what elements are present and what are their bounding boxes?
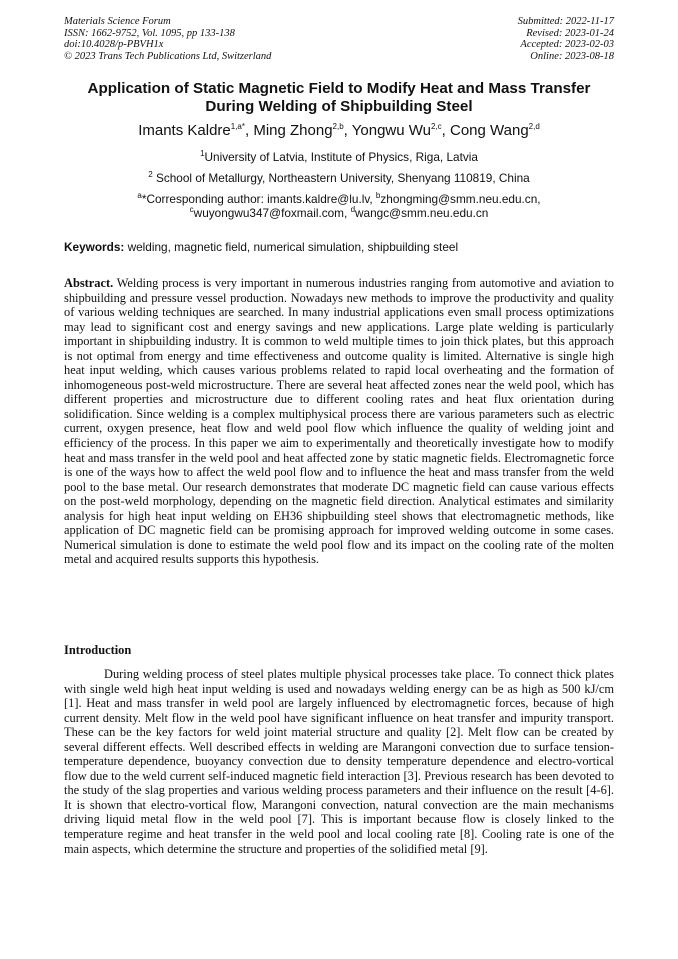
abstract-label: Abstract. bbox=[64, 276, 114, 290]
email-marker: d bbox=[350, 205, 356, 215]
date-online: Online: 2023-08-18 bbox=[530, 50, 614, 62]
journal-name: Materials Science Forum bbox=[64, 16, 171, 27]
abstract bbox=[64, 276, 614, 567]
paper-title: Application of Static Magnetic Field to Modify Heat and Mass Transfer During Welding of Shipbuilding Steel bbox=[87, 80, 591, 115]
affiliation-marker: 1 bbox=[200, 149, 205, 159]
author-list: Imants Kaldre$^{1,a*}$, Ming Zhong$^{2,b}$, Yongwu Wu$^{2,c}$, Cong Wang$^{2,d}$ bbox=[138, 122, 540, 139]
introduction-paragraph: During welding process of steel plates multiple physical processes take place. To connect thick plates with single weld high heat input welding is used and nowadays welding energy can be as high as 500 kJ/cm [1]. Heat and mass transfer in weld pool are largely influenced by electromagnetic forces, because of high current density. Melt flow in the weld pool have significant influence on heat transfer and impurity transport. These can be the key factors for weld joint material structure and quality [2]. Melt flow can be created by several different effects. Well described effects in welding are Marangoni convection due to surface tension-temperature dependence, buoyancy convection due to density temperature dependence and electro-vortical flow due to the weld current self-induced magnetic field interaction [3]. Previous research has been devoted to the study of the slag properties and various welding process parameters and their influence on the result [4-6]. It is shown that electro-vortical flow, Marangoni convection, natural convection are the main mechanisms driving liquid metal flow in the weld pool [7]. This is important because flow is closely linked to the temperature regime and heat transfer in the weld pool and local cooling rate [8]. Cooling rate is one of the main aspects, which determine the structure and properties of the solidified metal [9]. bbox=[64, 667, 614, 856]
author-affiliation-marker: 2,c bbox=[430, 122, 442, 131]
journal-doi: doi:10.4028/p-PBVH1x bbox=[64, 39, 164, 51]
corresponding-text: *Corresponding author: imants.kaldre@lu.lv, bbox=[141, 192, 376, 206]
abstract-text: Welding process is very important in numerous industries ranging from automotive and aviation to shipbuilding and pressure vessel production. Nowadays new methods to improve the productivity and quality of various welding techniques are searched. In many industrial applications even small process optimizations may lead to significant cost and energy savings and new applications. Large plate welding is particularly important in shipbuilding industry. It is common to weld multiple times to join thick plates, but this approach is not optimal from energy and time effectiveness and outcome quality is limited. Alternative is single high heat input welding, which causes various problems related to rapid local overheating and the formation of inhomogeneous post-weld microstructure. There are several heat affected zones near the weld pool, which has different properties and microstructure due to different cooling rates and heat flux orientation during solidification. Since welding is a complex multiphysical process there are various parameters such as electric current, oxygen presence, heat flow and weld pool flow which influence the quality of welding joint and efficiency of the process. In this paper we aim to experimentally and theoretically investigate how to modify heat and mass transfer in the weld pool and heat affected zone by static magnetic fields. Electromagnetic force is one of the ways how to affect the weld pool flow and to influence the heat and mass transfer from the weld pool to the base metal. Our research demonstrates that moderate DC magnetic field can cause various effects on the post-weld morphology, depending on the magnetic field direction. Analytical estimates and similarity analysis for high heat input welding on EH36 shipbuilding steel shows that electromagnetic methods, like application of DC magnetic field can be promising approach for improved welding outcome in some cases. Numerical simulation is done to estimate the weld pool flow and its impact on the cooling rate of the molten metal and acquired results supports this hypothesis. bbox=[64, 276, 614, 567]
keywords bbox=[64, 240, 614, 254]
email-marker: a bbox=[137, 191, 142, 201]
keywords-label: Keywords: bbox=[64, 240, 125, 254]
affiliation-2 bbox=[64, 171, 614, 185]
date-revised: Revised: 2023-01-24 bbox=[526, 27, 614, 39]
date-accepted: Accepted: 2023-02-03 bbox=[520, 39, 614, 51]
corresponding-author bbox=[64, 192, 614, 220]
author-affiliation-marker: 2,b bbox=[332, 122, 344, 131]
email-link[interactable]: wangc@smm.neu.edu.cn bbox=[355, 206, 489, 220]
corresponding-line-1 bbox=[64, 192, 614, 206]
email-link[interactable]: zhongming@smm.neu.edu.cn, bbox=[380, 192, 541, 206]
keywords-text: welding, magnetic field, numerical simulation, shipbuilding steel bbox=[124, 240, 459, 254]
journal-issn: ISSN: 1662-9752, Vol. 1095, pp 133-138 bbox=[64, 27, 235, 39]
author-name: Ming Zhong bbox=[253, 122, 333, 139]
email-marker: c bbox=[189, 205, 194, 215]
journal-copyright: © 2023 Trans Tech Publications Ltd, Switzerland bbox=[64, 50, 272, 62]
author-name: Imants Kaldre bbox=[138, 122, 231, 139]
section-heading-introduction: Introduction bbox=[64, 643, 132, 657]
affiliation-marker: 2 bbox=[148, 170, 153, 180]
affiliation-text: School of Metallurgy, Northeastern University, Shenyang 110819, China bbox=[152, 171, 530, 185]
affiliation-1 bbox=[64, 150, 614, 164]
email-link[interactable]: wuyongwu347@foxmail.com, bbox=[193, 206, 351, 220]
journal-info bbox=[64, 16, 271, 62]
author-affiliation-marker: 2,d bbox=[528, 122, 540, 131]
affiliation-text: University of Latvia, Institute of Physics, Riga, Latvia bbox=[204, 150, 478, 164]
email-marker: b bbox=[375, 191, 381, 201]
submission-dates bbox=[518, 16, 614, 62]
author-affiliation-marker: 1,a* bbox=[230, 122, 245, 131]
author-name: Cong Wang bbox=[450, 122, 529, 139]
date-submitted: Submitted: 2022-11-17 bbox=[517, 16, 614, 27]
author-name: Yongwu Wu bbox=[351, 122, 431, 139]
corresponding-line-2 bbox=[64, 206, 614, 220]
